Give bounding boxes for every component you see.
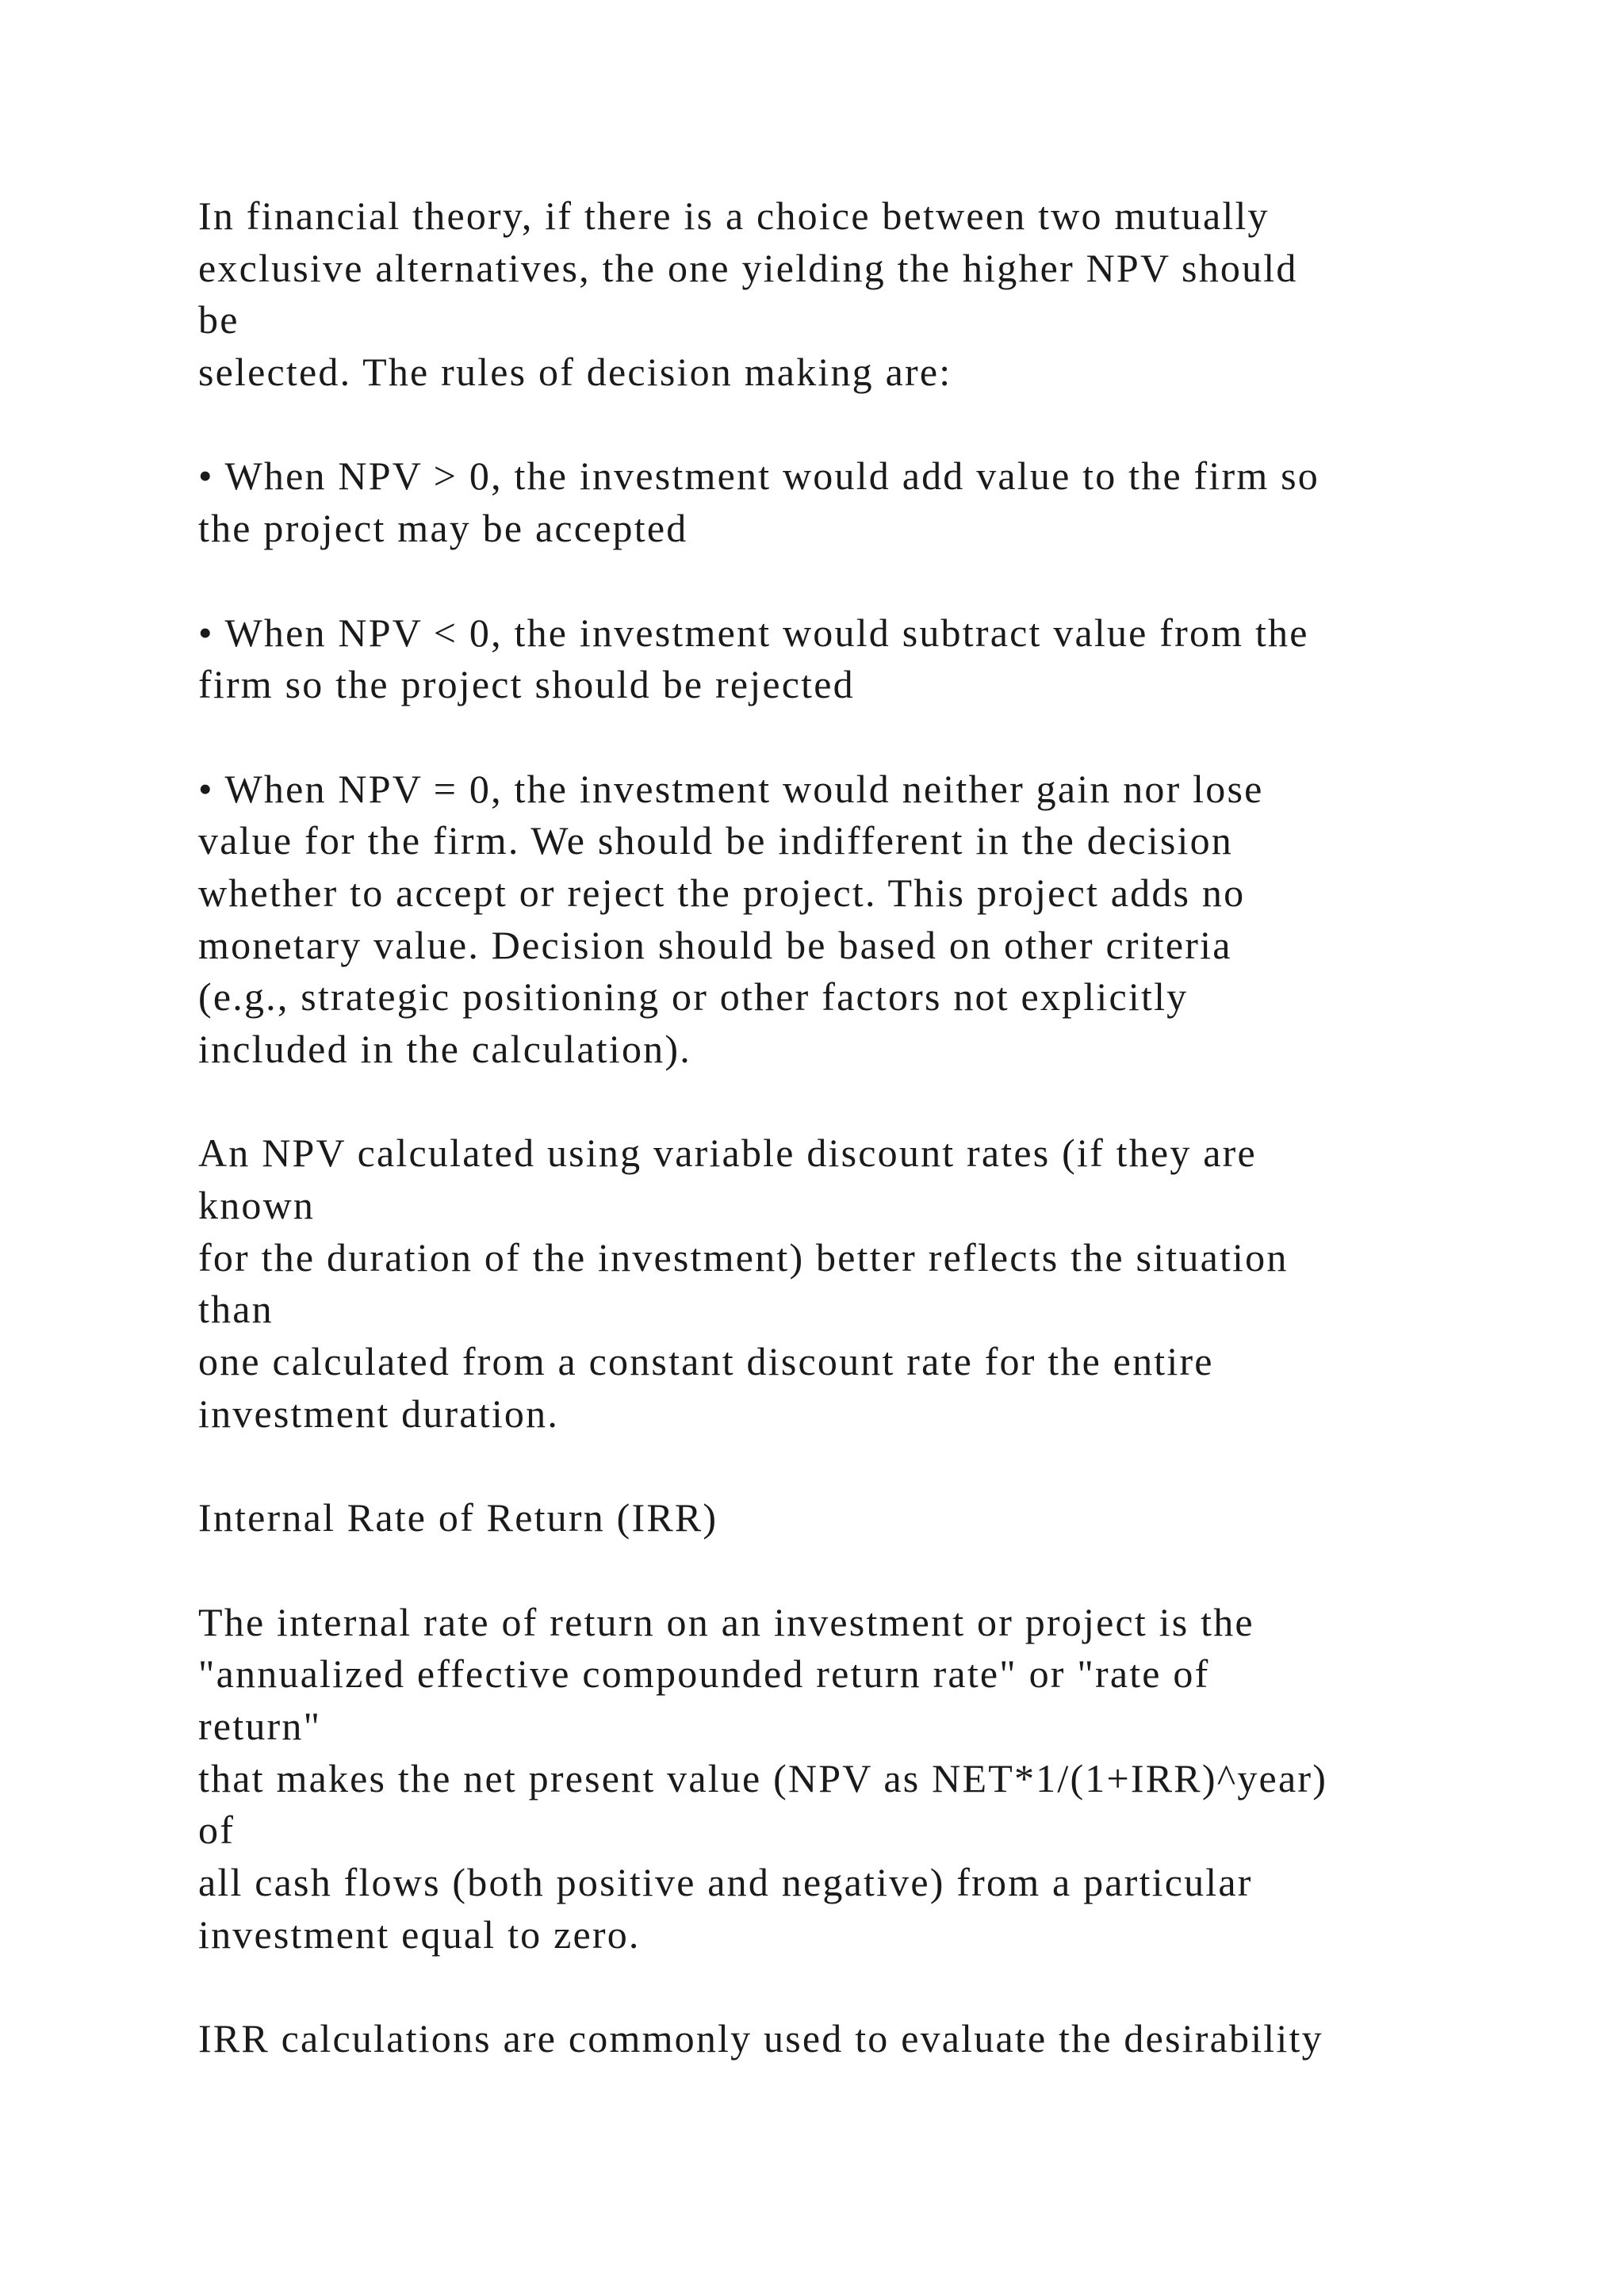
bullet-npv-negative [198,607,1594,711]
paragraph-npv-intro [198,190,1594,399]
text-line: • When NPV = 0, the investment would neither gain nor lose [198,766,1264,811]
paragraph-gap [198,555,1594,607]
text-line: all cash flows (both positive and negative) from a particular [198,1860,1253,1904]
paragraph-gap [198,1544,1594,1597]
text-line: included in the calculation). [198,1027,691,1071]
text-line: than [198,1287,274,1332]
text-line: of [198,1808,236,1853]
text-line: firm so the project should be rejected [198,662,855,707]
bullet-npv-positive [198,450,1594,554]
text-line: (e.g., strategic positioning or other factors not explicitly [198,974,1189,1020]
text-line: investment duration. [198,1391,560,1436]
paragraph-gap [198,1961,1594,2013]
paragraph-gap [198,399,1594,451]
text-line: Internal Rate of Return (IRR) [198,1495,718,1540]
bullet-npv-zero [198,763,1594,1076]
document-body [198,190,1594,2065]
text-line: for the duration of the investment) better reflects the situation [198,1234,1289,1280]
text-line: In financial theory, if there is a choice between two mutually [198,193,1270,238]
text-line: value for the firm. We should be indifferent in the decision [198,818,1233,863]
text-line: IRR calculations are commonly used to evaluate the desirability [198,2016,1323,2061]
paragraph-gap [198,1076,1594,1128]
text-line: whether to accept or reject the project. This project adds no [198,870,1246,915]
text-line: one calculated from a constant discount rate for the entire [198,1339,1214,1384]
heading-irr [198,1492,1594,1544]
text-line: investment equal to zero. [198,1911,641,1957]
paragraph-variable-discount-rates [198,1127,1594,1440]
text-line: that makes the net present value (NPV as NET*1/(1+IRR)^year) [198,1755,1328,1800]
text-line: • When NPV > 0, the investment would add value to the firm so [198,453,1320,499]
text-line: monetary value. Decision should be based on other criteria [198,922,1232,967]
paragraph-gap [198,711,1594,763]
text-line: selected. The rules of decision making are: [198,350,952,395]
text-line: • When NPV < 0, the investment would subtract value from the [198,610,1309,655]
paragraph-gap [198,1441,1594,1493]
paragraph-irr-definition [198,1597,1594,1961]
text-line: return" [198,1703,322,1748]
text-line: exclusive alternatives, the one yielding the higher NPV should [198,245,1298,290]
text-line: "annualized effective compounded return rate" or "rate of [198,1651,1210,1697]
text-line: be [198,297,239,342]
text-line: The internal rate of return on an investment or project is the [198,1599,1254,1644]
text-line: the project may be accepted [198,506,688,551]
text-line: An NPV calculated using variable discount rates (if they are [198,1131,1257,1176]
text-line: known [198,1183,316,1228]
paragraph-irr-usage [198,2013,1594,2065]
